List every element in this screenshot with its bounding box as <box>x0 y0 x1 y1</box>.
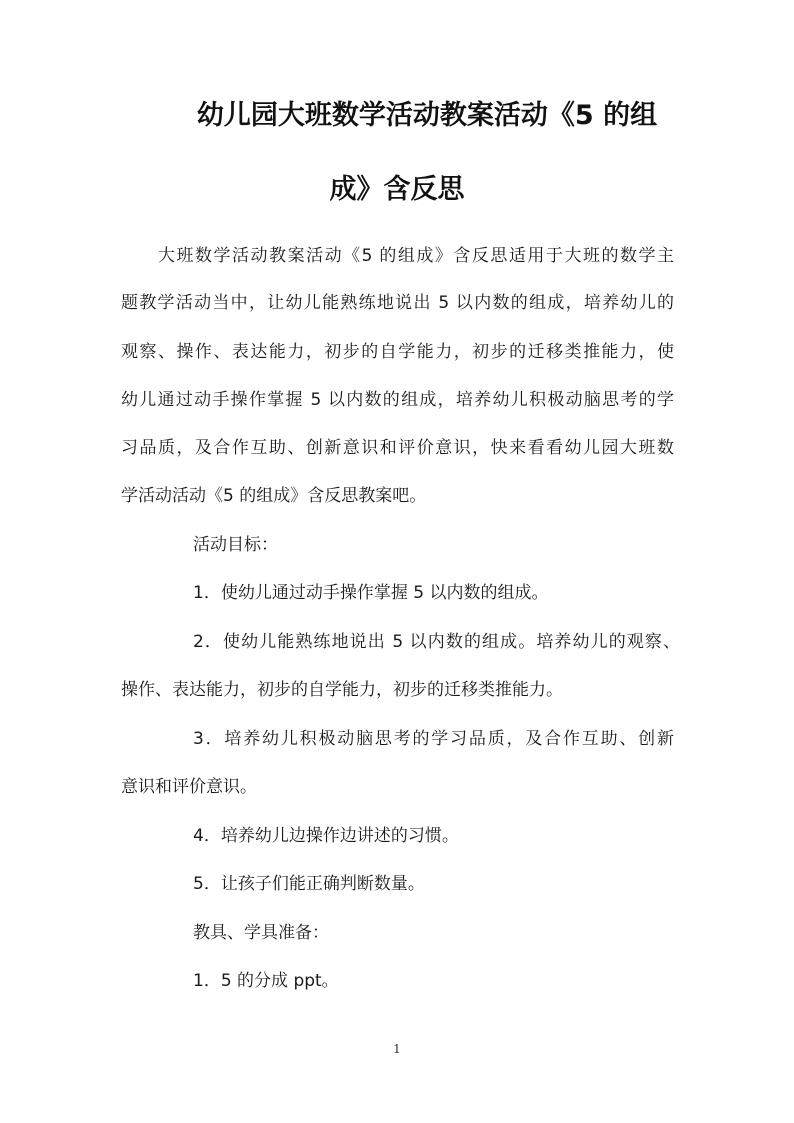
goal-item-2: 2．使幼儿能熟练地说出 5 以内数的组成。培养幼儿的观察、 <box>193 632 680 652</box>
prep-item-1: 1．5 的分成 ppt。 <box>193 971 339 991</box>
document-title-line-1: 幼儿园大班数学活动教案活动《5 的组 <box>196 100 658 131</box>
intro-line-6: 学活动活动《5 的组成》含反思教案吧。 <box>121 486 427 506</box>
goal-item-5: 5．让孩子们能正确判断数量。 <box>193 874 425 894</box>
goal-item-4: 4．培养幼儿边操作边讲述的习惯。 <box>193 826 459 846</box>
goal-item-3-cont: 意识和评价意识。 <box>121 777 257 797</box>
prep-heading: 教具、学具准备： <box>193 923 329 943</box>
goal-item-1: 1．使幼儿通过动手操作掌握 5 以内数的组成。 <box>193 583 549 603</box>
intro-line-2: 题教学活动当中，让幼儿能熟练地说出 5 以内数的组成，培养幼儿的 <box>121 293 674 313</box>
intro-line-5: 习品质，及合作互助、创新意识和评价意识，快来看看幼儿园大班数 <box>121 438 674 458</box>
intro-line-4: 幼儿通过动手操作掌握 5 以内数的组成，培养幼儿积极动脑思考的学 <box>121 390 674 410</box>
document-title-line-2: 成》含反思 <box>329 174 465 205</box>
goals-heading: 活动目标： <box>193 535 278 555</box>
goal-item-3: 3．培养幼儿积极动脑思考的学习品质，及合作互助、创新 <box>193 729 674 749</box>
page-number: 1 <box>393 1042 401 1056</box>
intro-line-3: 观察、操作、表达能力，初步的自学能力，初步的迁移类推能力，使 <box>121 342 674 362</box>
intro-line-1: 大班数学活动教案活动《5 的组成》含反思适用于大班的数学主 <box>158 246 674 266</box>
goal-item-2-cont: 操作、表达能力，初步的自学能力，初步的迁移类推能力。 <box>121 680 563 700</box>
